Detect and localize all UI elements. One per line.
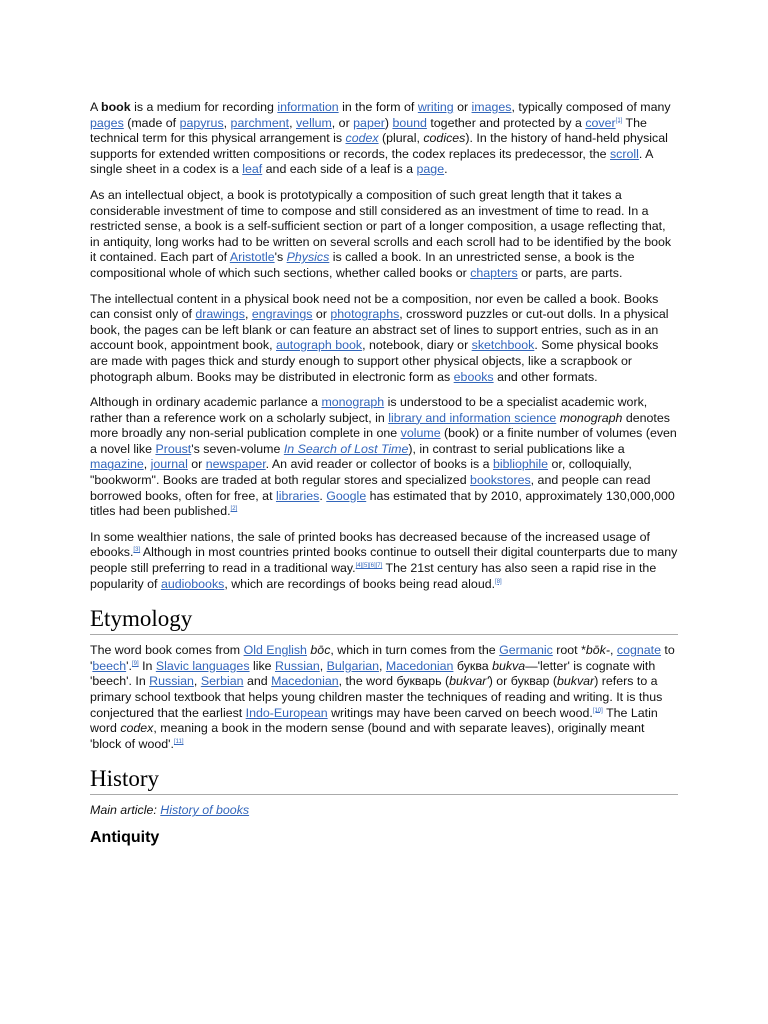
link-magazine[interactable]: magazine <box>90 457 144 472</box>
text: , <box>289 115 296 130</box>
link-cover[interactable]: cover <box>585 115 616 130</box>
link-libraries[interactable]: libraries <box>275 488 320 503</box>
link-parchment[interactable]: parchment <box>230 115 290 130</box>
link-beech[interactable]: beech <box>92 658 127 673</box>
text: , <box>610 643 617 658</box>
intro-paragraph-1 <box>90 100 678 178</box>
link-cognate[interactable]: cognate <box>616 643 661 658</box>
footnote-ref-10[interactable]: [10] <box>592 707 603 714</box>
text: . Some physical books are made with pages thick and sturdy enough to support other physical objects, like a scrapbook or photograph album. Books may be distributed in electronic form as <box>90 338 659 384</box>
text: or parts, are parts. <box>517 265 623 280</box>
section-heading-etymology: Etymology <box>90 606 678 635</box>
link-monograph[interactable]: monograph <box>321 395 385 410</box>
link-page[interactable]: page <box>416 162 445 177</box>
text: Although in ordinary academic parlance a <box>90 395 322 410</box>
text: . <box>444 162 448 177</box>
footnote-ref-4-7[interactable]: [4][5][6][7] <box>355 562 383 569</box>
text: 's seven-volume <box>191 441 284 456</box>
text: , <box>244 307 252 322</box>
footnote-ref-11[interactable]: [11] <box>173 738 184 745</box>
link-information[interactable]: information <box>277 100 339 114</box>
footnote-ref-2[interactable]: [2] <box>230 506 238 513</box>
text: —'letter' is cognate with 'beech'. In <box>90 658 656 689</box>
text: and each side of a leaf is a <box>262 162 417 177</box>
text: , <box>319 658 327 673</box>
link-paper[interactable]: paper <box>353 115 385 130</box>
text: In some wealthier nations, the sale of printed books has decreased because of the increased usage of ebooks. <box>90 529 650 560</box>
link-drawings[interactable]: drawings <box>195 307 245 322</box>
text: , meaning a book in the modern sense (bound and with separate leaves), originally meant 'block of wood'. <box>90 721 645 751</box>
text: , which in turn comes from the <box>330 643 500 658</box>
text: writings may have been carved on beech wood. <box>327 705 593 720</box>
main-article-hatnote <box>90 803 678 819</box>
link-in-search-of-lost-time[interactable] <box>284 442 409 456</box>
link-text: Physics <box>286 250 330 265</box>
text: Although in most countries printed books continue to outsell their digital counterparts due to many people still preferring to read in a traditional way. <box>90 545 678 576</box>
text: (made of <box>123 115 180 130</box>
text: or <box>312 307 331 322</box>
text: As an intellectual object, a book is prototypically a composition of such great length that it takes a considerable investment of time to compose and still considered as an investment of time to read. In a restricted sense, a book is a self-sufficient section or part of a longer composition, a usage reflecting that, in antiquity, long works had to be written on several scrolls and each scroll had to be identified by the book it contained. Each part of <box>90 187 672 265</box>
text: is called a book. In an unrestricted sense, a book is the compositional whole of which such sections, whether called books or <box>90 250 635 280</box>
text: , typically composed of many <box>511 100 671 114</box>
link-indo-european[interactable]: Indo-European <box>245 705 328 720</box>
text: root * <box>552 643 586 658</box>
text: A <box>90 100 102 114</box>
intro-paragraph-2 <box>90 188 678 282</box>
link-text: In Search of Lost Time <box>283 441 409 456</box>
footnote-ref-8[interactable]: [8] <box>495 578 502 585</box>
article-body <box>90 100 678 847</box>
link-ebooks[interactable]: ebooks <box>453 369 494 384</box>
text: together and protected by a <box>426 115 586 130</box>
text: , the word букварь ( <box>338 674 450 689</box>
text: (book) or a finite number of volumes (even a novel like <box>90 426 677 456</box>
text: ) <box>384 115 393 130</box>
text: The 21st century has also seen a rapid rise in the popularity of <box>90 561 657 591</box>
text: or <box>187 457 206 472</box>
link-serbian[interactable]: Serbian <box>200 674 244 689</box>
link-old-english[interactable]: Old English <box>243 643 307 658</box>
link-library-information-science[interactable]: library and information science <box>388 410 557 425</box>
subsection-heading-antiquity: Antiquity <box>90 828 160 846</box>
text: has estimated that by 2010, approximately 130,000,000 titles had been published. <box>90 488 675 519</box>
text: The Latin word <box>90 705 658 736</box>
text: The word book comes from <box>90 643 244 658</box>
link-images[interactable]: images <box>471 100 512 114</box>
text: in the form of <box>338 100 418 114</box>
text: , or <box>331 115 354 130</box>
term-bukvar: bukvar <box>556 674 595 689</box>
text: ) refers to a primary school textbook that helps young children master the techniques of reading and writing. It is thus conjectured that the earliest <box>90 674 663 720</box>
link-scroll[interactable]: scroll <box>609 146 639 161</box>
text: , <box>193 674 201 689</box>
text: The technical term for this physical arrangement is <box>90 115 647 146</box>
link-physics[interactable] <box>287 250 330 264</box>
text: ), in contrast to serial publications like a <box>408 441 625 456</box>
text: . <box>319 488 327 503</box>
link-macedonian[interactable]: Macedonian <box>385 658 454 673</box>
link-chapters[interactable]: chapters <box>470 265 518 280</box>
link-leaf[interactable]: leaf <box>242 162 263 177</box>
term-bukvar-soft: bukvar' <box>449 674 489 689</box>
text: or <box>453 100 472 114</box>
text: 's <box>274 250 287 265</box>
text: . An avid reader or collector of books is a <box>265 457 493 472</box>
text: denotes more broadly any non-serial publication complete in one <box>90 410 670 441</box>
text: , which are recordings of books being read aloud. <box>224 576 496 591</box>
intro-paragraph-3 <box>90 292 678 386</box>
text: is understood to be a specialist academic work, rather than a reference work on a scholarly subject, in <box>90 395 648 425</box>
link-codex[interactable] <box>346 131 379 145</box>
link-sketchbook[interactable]: sketchbook <box>471 338 535 353</box>
link-newspaper[interactable]: newspaper <box>205 457 266 472</box>
link-papyrus[interactable]: papyrus <box>179 115 224 130</box>
link-proust[interactable]: Proust <box>155 441 192 456</box>
intro-paragraph-4 <box>90 395 678 520</box>
text: ). In the history of hand-held physical supports for extended written compositions or records, the codex replaces its predecessor, the <box>90 131 668 161</box>
link-volume[interactable]: volume <box>400 426 441 441</box>
footnote-ref-9[interactable]: [9] <box>131 660 139 667</box>
text: , <box>143 457 151 472</box>
text: , <box>379 658 386 673</box>
link-text: codex <box>345 131 379 146</box>
link-audiobooks[interactable]: audiobooks <box>160 576 225 591</box>
text: '. <box>126 658 132 673</box>
link-bound[interactable]: bound <box>392 115 427 130</box>
link-journal[interactable]: journal <box>150 457 188 472</box>
text: In <box>138 658 156 673</box>
text: The intellectual content in a physical book need not be a composition, nor even be called a book. Books can consist only of <box>90 291 659 322</box>
text: and <box>243 674 272 689</box>
term-boc: bōc <box>310 643 331 658</box>
text: . A single sheet in a codex is a <box>90 146 653 177</box>
term-codices: codices <box>423 131 466 146</box>
text: (plural, <box>378 131 424 146</box>
link-bookstores[interactable]: bookstores <box>470 473 531 488</box>
text: or, colloquially, "bookworm". Books are traded at both regular stores and specialized <box>90 457 632 488</box>
text: , and people can read borrowed books, often for free, at <box>90 473 651 503</box>
text: , crossword puzzles or cut-out dolls. In a physical book, the pages can be left blank or can feature an abstract set of lines to support entries, such as in an account book, appointment book, <box>90 307 669 353</box>
text: and other formats. <box>493 369 598 384</box>
text: ) or буквар ( <box>488 674 557 689</box>
link-macedonian-2[interactable]: Macedonian <box>271 674 339 689</box>
text: , <box>223 115 231 130</box>
hatnote-label: Main article: <box>90 803 161 818</box>
footnote-ref-1[interactable]: [1] <box>615 117 623 124</box>
link-history-of-books[interactable]: History of books <box>160 803 250 818</box>
link-bibliophile[interactable]: bibliophile <box>492 457 549 472</box>
link-photographs[interactable]: photographs <box>330 307 400 322</box>
intro-paragraph-5 <box>90 530 678 592</box>
link-germanic[interactable]: Germanic <box>499 643 553 658</box>
link-russian-2[interactable]: Russian <box>149 674 194 689</box>
text: like <box>249 658 276 673</box>
link-engravings[interactable]: engravings <box>251 307 313 322</box>
term-bok: bōk- <box>585 643 610 658</box>
term-bukva: bukva <box>492 658 526 673</box>
footnote-ref-3[interactable]: [3] <box>133 547 141 554</box>
term-monograph: monograph <box>559 410 623 425</box>
term-codex: codex <box>120 721 154 736</box>
link-russian[interactable]: Russian <box>275 658 320 673</box>
link-vellum[interactable]: vellum <box>295 115 332 130</box>
text: is a medium for recording <box>130 100 278 114</box>
link-autograph-book[interactable]: autograph book <box>276 338 363 353</box>
link-aristotle[interactable]: Aristotle <box>229 250 275 265</box>
etymology-paragraph <box>90 643 678 752</box>
term-book: book <box>101 100 131 114</box>
link-bulgarian[interactable]: Bulgarian <box>326 658 380 673</box>
link-pages[interactable]: pages <box>90 115 124 130</box>
text: , notebook, diary or <box>362 338 472 353</box>
section-heading-history: History <box>90 766 678 795</box>
link-writing[interactable]: writing <box>417 100 454 114</box>
text: to ' <box>90 643 675 673</box>
text: буква <box>453 658 493 673</box>
link-google[interactable]: Google <box>326 488 367 503</box>
link-slavic-languages[interactable]: Slavic languages <box>155 658 250 673</box>
